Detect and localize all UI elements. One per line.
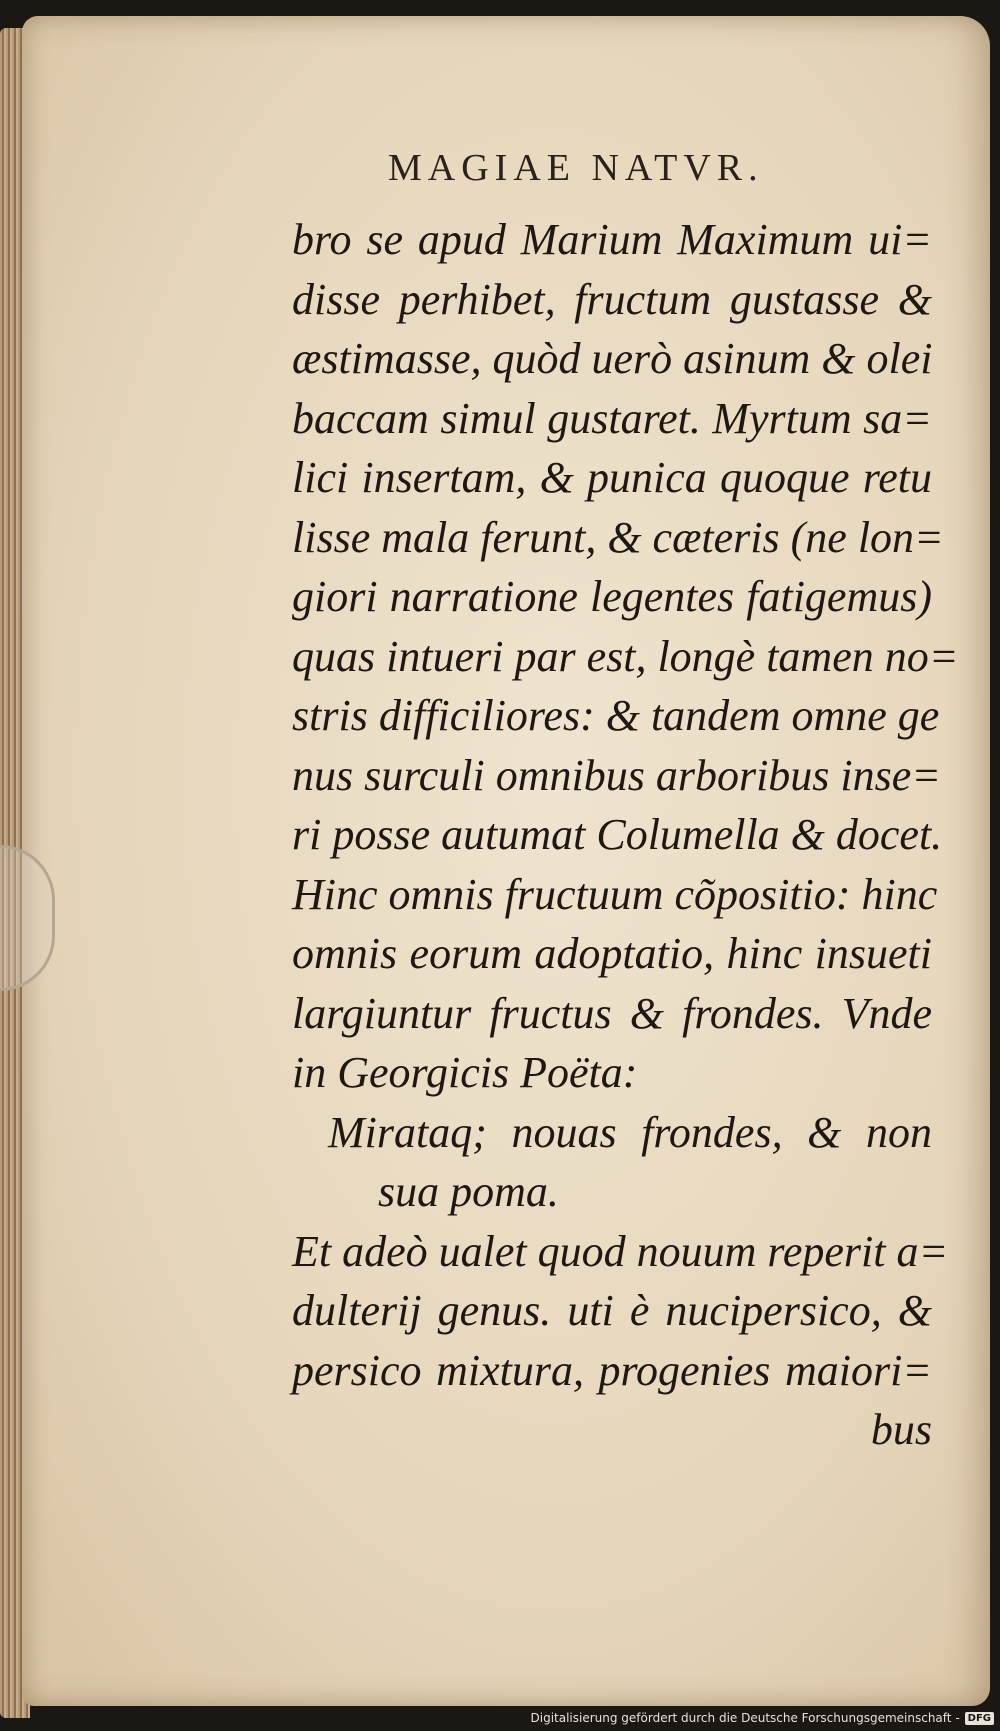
text-line: ri posse autumat Columella & docet.	[292, 810, 943, 859]
running-head: MAGIAE NATVR.	[388, 147, 764, 189]
text-line: persico mixtura, progenies maiori=	[292, 1345, 932, 1395]
verse-line: sua poma.	[378, 1167, 559, 1216]
text-line: largiuntur fructus & frondes. Vnde	[292, 988, 932, 1038]
text-line: Hinc omnis fructuum cõpositio: hinc	[292, 869, 938, 919]
text-line: dulterij genus. uti è nucipersico, &	[292, 1286, 932, 1335]
text-line: lisse mala ferunt, & cæteris (ne lon=	[292, 512, 944, 562]
digitization-credit	[531, 1711, 995, 1725]
body-text	[292, 210, 959, 1460]
text-line: bro se apud Marium Maximum ui=	[292, 215, 932, 264]
text-line: lici insertam, & punica quoque retu	[292, 453, 932, 502]
text-line: in Georgicis Poëta:	[292, 1048, 638, 1097]
catchword: bus	[870, 1405, 932, 1454]
text-line: baccam simul gustaret. Myrtum sa=	[292, 393, 932, 443]
text-line: disse perhibet, fructum gustasse &	[292, 274, 932, 324]
credit-text: Digitalisierung gefördert durch die Deutsche Forschungsgemeinschaft -	[530, 1711, 960, 1725]
text-line: Et adeò ualet quod nouum reperit a=	[292, 1226, 949, 1276]
verse-line: Mirataq; nouas frondes, & non	[328, 1107, 932, 1157]
text-line: stris difficiliores: & tandem omne ge	[292, 691, 940, 740]
text-line: æstimasse, quòd uerò asinum & olei	[292, 334, 933, 383]
text-line: omnis eorum adoptatio, hinc insueti	[292, 929, 932, 978]
text-line: giori narratione legentes fatigemus)	[292, 572, 932, 621]
text-line: nus surculi omnibus arboribus inse=	[292, 750, 941, 800]
dfg-logo: DFG	[965, 1712, 994, 1725]
text-line: quas intueri par est, longè tamen no=	[292, 631, 959, 681]
